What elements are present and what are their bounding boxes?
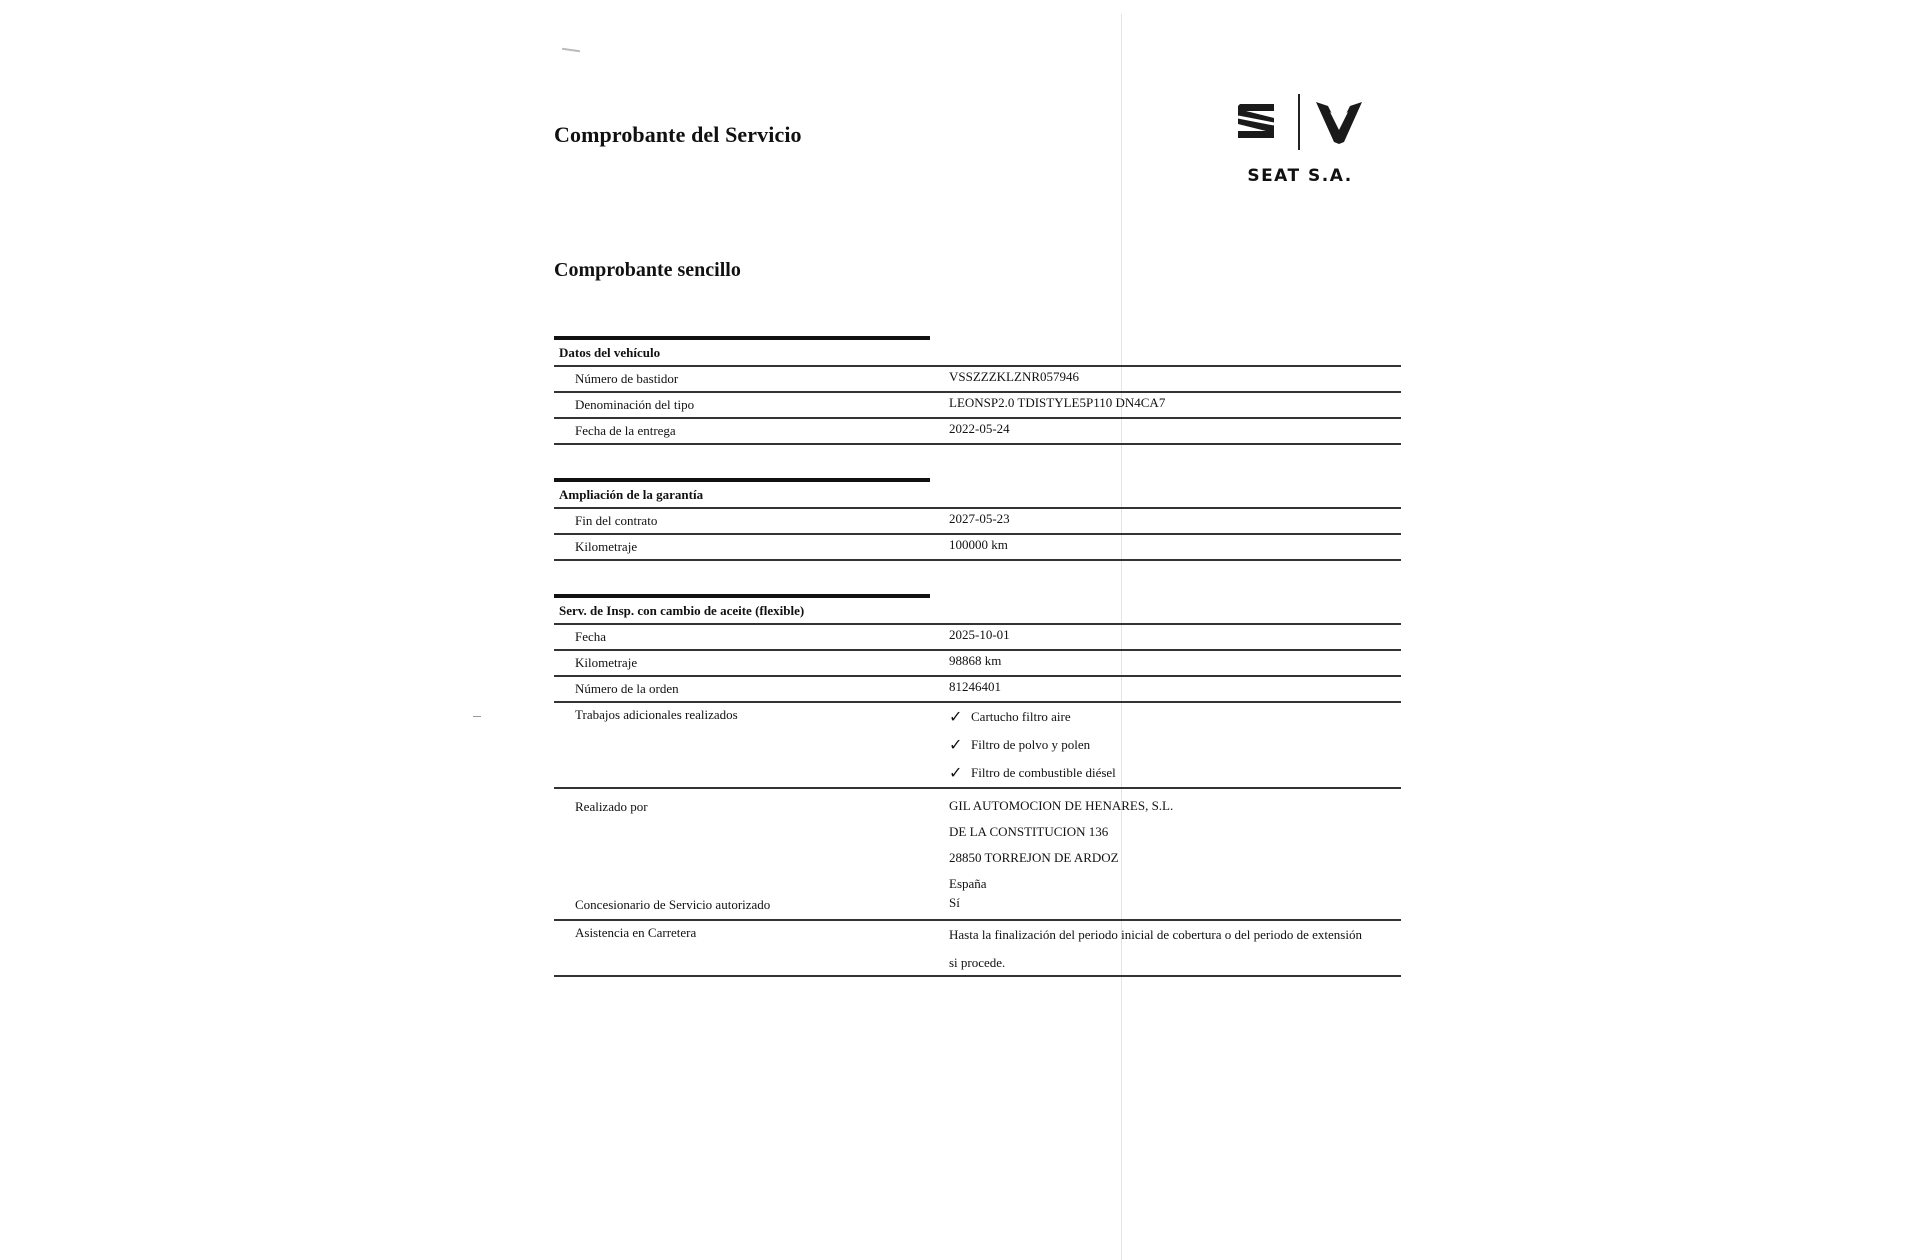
table-row (554, 393, 1401, 419)
logo-divider (1298, 94, 1300, 150)
row-label: Número de la orden (575, 681, 679, 696)
table-row (554, 367, 1401, 393)
roadside-assistance-text (949, 921, 1362, 977)
additional-work-row (554, 703, 1401, 789)
checkmark-icon: ✓ (949, 735, 963, 754)
warranty-extension-section (554, 478, 1401, 561)
row-value: Sí (949, 895, 960, 910)
text-line: si procede. (949, 955, 1006, 970)
work-item-label: Filtro de combustible diésel (971, 765, 1116, 780)
performed-by-row (554, 789, 1401, 921)
address-line: DE LA CONSTITUCION 136 (949, 824, 1109, 839)
scan-speck (562, 48, 580, 52)
text-line: Hasta la finalización del periodo inicial de cobertura o del periodo de extensión (949, 927, 1362, 942)
scan-mark (473, 716, 481, 717)
row-label: Kilometraje (575, 539, 638, 554)
checkmark-icon: ✓ (949, 707, 963, 726)
row-value: VSSZZZKLZNR057946 (949, 369, 1079, 384)
row-label: Realizado por (575, 799, 648, 814)
row-label: Fecha (575, 629, 607, 644)
row-label: Denominación del tipo (575, 397, 695, 412)
work-item-label: Cartucho filtro aire (971, 709, 1071, 724)
table-row (554, 509, 1401, 535)
table-row (554, 535, 1401, 561)
roadside-assistance-row (554, 921, 1401, 977)
row-label: Fecha de la entrega (575, 423, 676, 438)
row-label: Kilometraje (575, 655, 638, 670)
row-label: Trabajos adicionales realizados (575, 707, 738, 722)
address-line: España (949, 876, 987, 891)
dealer-address (949, 793, 1173, 897)
table-row (554, 651, 1401, 677)
list-item (949, 759, 1116, 787)
row-value: 2025-10-01 (949, 627, 1010, 642)
service-inspection-section (554, 594, 1401, 977)
address-line: 28850 TORREJON DE ARDOZ (949, 850, 1119, 865)
row-value: 2022-05-24 (949, 421, 1010, 436)
section-heading: Ampliación de la garantía (554, 482, 1401, 509)
vehicle-data-section (554, 336, 1401, 445)
section-heading: Datos del vehículo (554, 340, 1401, 367)
row-value: 81246401 (949, 679, 1001, 694)
brand-logo-block (1232, 94, 1368, 190)
brand-caption: SEAT S.A. (1247, 166, 1353, 186)
row-value: 100000 km (949, 537, 1008, 552)
address-line: GIL AUTOMOCION DE HENARES, S.L. (949, 798, 1174, 813)
row-label: Concesionario de Servicio autorizado (575, 897, 771, 912)
document-subtitle: Comprobante sencillo (554, 259, 741, 281)
row-label: Fin del contrato (575, 513, 658, 528)
table-row (554, 677, 1401, 703)
additional-work-list (949, 703, 1116, 787)
row-label: Asistencia en Carretera (575, 925, 697, 940)
cupra-logo-icon (1314, 100, 1364, 144)
table-row (554, 419, 1401, 445)
list-item (949, 731, 1116, 759)
work-item-label: Filtro de polvo y polen (971, 737, 1091, 752)
row-label: Número de bastidor (575, 371, 679, 386)
table-row (554, 625, 1401, 651)
row-value: 98868 km (949, 653, 1002, 668)
row-value: 2027-05-23 (949, 511, 1010, 526)
seat-logo-icon (1234, 102, 1278, 140)
document-title: Comprobante del Servicio (554, 122, 802, 147)
section-heading: Serv. de Insp. con cambio de aceite (flexible) (554, 598, 1401, 625)
row-value: LEONSP2.0 TDISTYLE5P110 DN4CA7 (949, 395, 1166, 410)
list-item (949, 703, 1116, 731)
checkmark-icon: ✓ (949, 763, 963, 782)
